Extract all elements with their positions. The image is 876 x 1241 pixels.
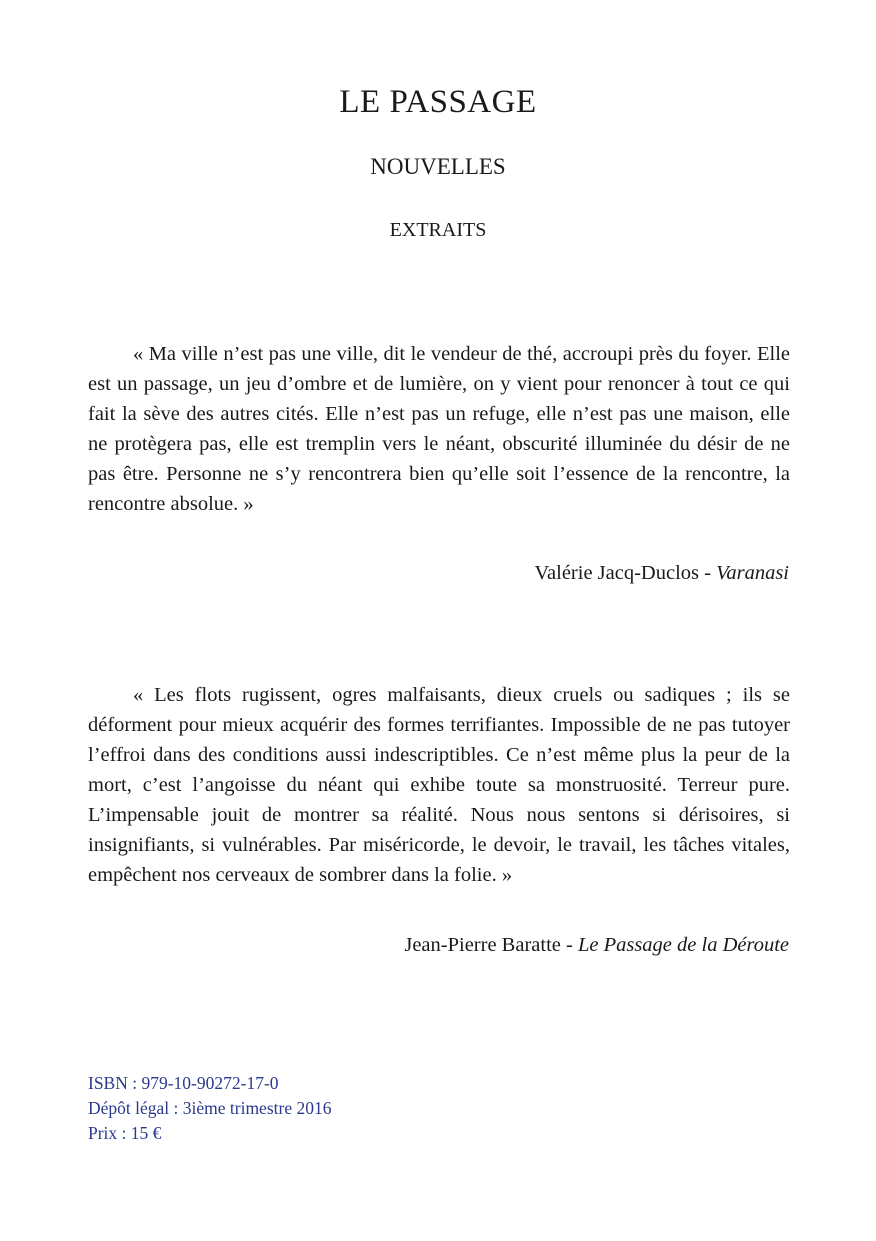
legal-deposit-line: Dépôt légal : 3ième trimestre 2016 (88, 1098, 332, 1118)
extract-quote-2: « Les flots rugissent, ogres malfaisants, dieux cruels ou sadiques ; ils se déforment pour mieux acquérir des formes terrifiantes. Impossible de ne pas tutoyer l’effroi dans des conditions aussi indescriptibles. Ce n’est même plus la peur de la mort, c’est l’angoisse du néant qui exhibe toute sa monstruosité. Terreur pure. L’impensable jouit de montrer sa réalité. Nous nous sentons si dérisoires, si insignifiants, si vulnérables. Par miséricorde, le devoir, le travail, les tâches vitales, empêchent nos cerveaux de sombrer dans la folie. » (88, 684, 790, 886)
book-title: LE PASSAGE (339, 84, 537, 120)
extract-author-1: Valérie Jacq-Duclos (534, 562, 700, 584)
section-heading: EXTRAITS (389, 219, 487, 241)
extract-work-title-2: Le Passage de la Déroute (577, 934, 789, 956)
isbn-line: ISBN : 979-10-90272-17-0 (88, 1073, 279, 1093)
extract-attribution-2 (404, 930, 789, 960)
extract-attribution-1 (535, 558, 790, 588)
extract-quote-1: « Ma ville n’est pas une ville, dit le vendeur de thé, accroupi près du foyer. Elle est un passage, un jeu d’ombre et de lumière, on y vient pour renoncer à tout ce qui fait la sève des autres cités. Elle n’est pas un refuge, elle n’est pas une maison, elle ne protègera pas, elle est tremplin vers le néant, obscurité illuminée du désir de ne pas être. Personne ne s’y rencontrera bien qu’elle soit l’essence de la rencontre, la rencontre absolue. » (88, 343, 790, 515)
extract-author-2: Jean-Pierre Baratte (404, 934, 561, 956)
extract-work-title-1: Varanasi (716, 562, 789, 584)
colophon (88, 1071, 331, 1146)
attribution-separator-2: - (560, 934, 578, 956)
book-subtitle: NOUVELLES (370, 154, 506, 179)
price-line: Prix : 15 € (88, 1123, 162, 1143)
attribution-separator-1: - (699, 562, 717, 584)
